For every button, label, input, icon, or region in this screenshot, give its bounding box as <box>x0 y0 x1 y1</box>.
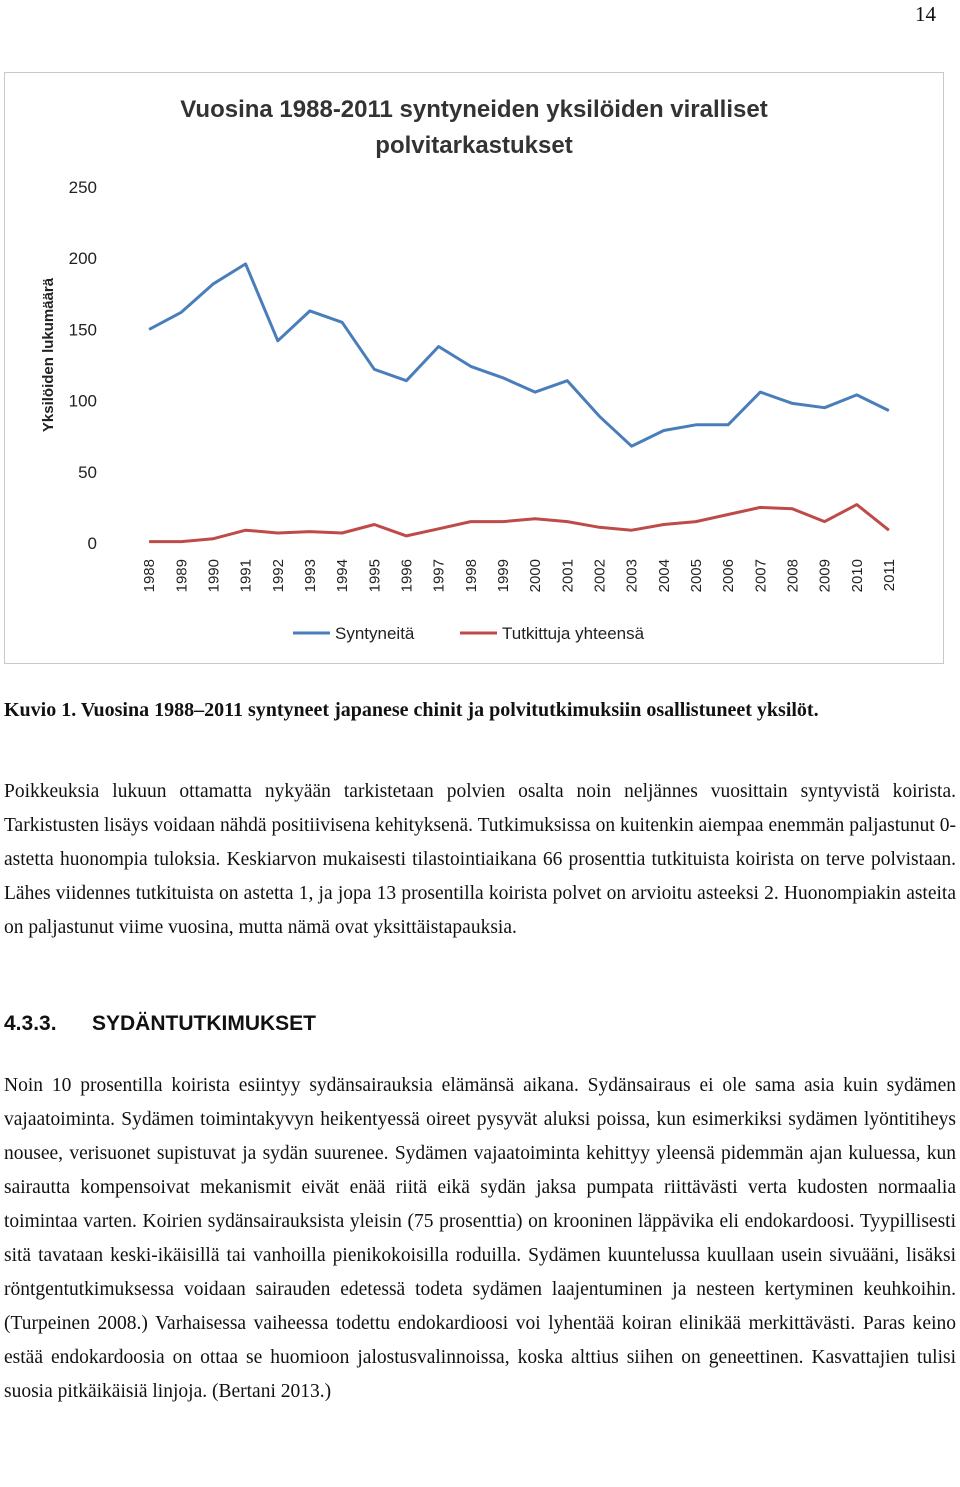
x-tick-label: 2005 <box>687 559 705 593</box>
x-tick-label: 2004 <box>655 559 673 593</box>
x-tick-label: 2009 <box>816 559 834 593</box>
chart-legend <box>293 624 645 643</box>
series-lines <box>149 264 889 542</box>
x-tick-label: 1997 <box>430 559 448 593</box>
x-tick-label: 2003 <box>623 559 641 593</box>
x-tick-label: 2000 <box>527 559 545 593</box>
x-tick-label: 1994 <box>334 559 352 593</box>
x-tick-label: 2008 <box>784 559 802 593</box>
y-tick-label: 250 <box>68 178 97 197</box>
y-tick-label: 150 <box>68 320 97 340</box>
x-tick-label: 2001 <box>559 559 577 593</box>
y-tick-label: 0 <box>87 534 97 553</box>
x-tick-label: 2006 <box>720 559 738 593</box>
x-tick-label: 1989 <box>173 559 191 593</box>
section-title: SYDÄNTUTKIMUKSET <box>92 1012 316 1035</box>
paragraph-knee-results: Poikkeuksia lukuun ottamatta nykyään tarkistetaan polvien osalta noin neljännes vuosittain syntyvistä koirista. Tarkistusten lisäys voidaan nähdä positiivisena kehityksenä. Tutkimuksissa on kuitenkin aiempaa enemmän paljastunut 0-astetta huonompia tuloksia. Keskiarvon mukaisesti tilastointiaikana 66 prosenttia tutkituista koirista on terve polvistaan. Lähes viidennes tutkituista on astetta 1, ja jopa 13 prosentilla koirista polvet on arvioitu asteeksi 2. Huonompiakin asteita on paljastunut viime vuosina, mutta nämä ovat yksittäistapauksia. <box>4 781 956 938</box>
x-tick-label: 2007 <box>752 559 770 593</box>
x-tick-label: 1995 <box>366 559 384 593</box>
x-tick-label: 1999 <box>494 559 512 593</box>
legend-label-syntyneita: Syntyneitä <box>335 624 415 643</box>
x-tick-label: 1993 <box>301 559 319 593</box>
y-tick-labels <box>69 178 97 553</box>
y-tick-label: 200 <box>68 249 97 269</box>
paragraph-heart-studies: Noin 10 prosentilla koirista esiintyy sydänsairauksia elämänsä aikana. Sydänsairaus ei ole sama asia kuin sydämen vajaatoiminta. Sydämen toimintakyvyn heikentyessä oireet pysyvät aluksi poissa, kun esimerkiksi sydämen lyöntitiheys nousee, verisuonet supistuvat ja sydän suurenee. Sydämen vajaatoiminta kehittyy yleensä pidemmän ajan kuluessa, kun sairautta kompensoivat mekanismit eivät enää riitä eikä sydän jaksa pumpata riittävästi verta kudosten normaalia toimintaa varten. Koirien sydänsairauksista yleisin (75 prosenttia) on krooninen läppävika eli endokardoosi. Tyypillisesti sitä tavataan keski-ikäisillä tai vanhoilla pienikokoisilla roduilla. Sydämen kuuntelussa kuullaan usein sivuääni, lisäksi röntgentutkimuksessa voidaan sairauden edetessä todeta sydämen laajentuminen ja nesteen kertyminen keuhkoihin. (Turpeinen 2008.) Varhaisessa vaiheessa todettu endokardioosi voi lyhentää koiran elinikää merkittävästi. Paras keino estää endokardoosia on ottaa se huomioon jalostusvalinnoissa, koska alttius siihen on geneettinen. Kasvattajien tulisi suosia pitkäikäisiä linjoja. (Bertani 2013.) <box>4 1075 956 1402</box>
line-chart <box>5 73 943 663</box>
x-tick-label: 1991 <box>237 559 255 593</box>
x-tick-labels <box>141 559 898 592</box>
legend-label-tutkittuja: Tutkittuja yhteensä <box>502 624 645 643</box>
chart-title-line-1: Vuosina 1988-2011 syntyneiden yksilöiden viralliset <box>180 96 768 123</box>
x-tick-label: 1988 <box>141 559 159 593</box>
y-axis-label: Yksilöiden lukumäärä <box>40 277 57 433</box>
chart-title-line-2: polvitarkastukset <box>375 132 573 159</box>
x-tick-label: 2010 <box>848 559 866 593</box>
series-line-syntyneita <box>149 264 889 446</box>
series-line-tutkittuja <box>149 505 889 542</box>
chart-frame <box>4 72 944 664</box>
y-tick-label: 100 <box>68 391 97 411</box>
section-number: 4.3.3. <box>4 1012 57 1035</box>
x-tick-label: 1996 <box>398 559 416 593</box>
y-tick-label: 50 <box>78 462 97 482</box>
section-heading <box>4 1012 316 1036</box>
x-tick-label: 2002 <box>591 559 609 593</box>
x-tick-label: 2011 <box>880 559 898 592</box>
page-number: 14 <box>915 2 936 26</box>
x-tick-label: 1990 <box>205 559 223 593</box>
x-tick-label: 1992 <box>269 559 287 593</box>
figure-caption: Kuvio 1. Vuosina 1988–2011 syntyneet japanese chinit ja polvitutkimuksiin osallistuneet yksilöt. <box>4 699 819 721</box>
x-tick-label: 1998 <box>462 559 480 593</box>
